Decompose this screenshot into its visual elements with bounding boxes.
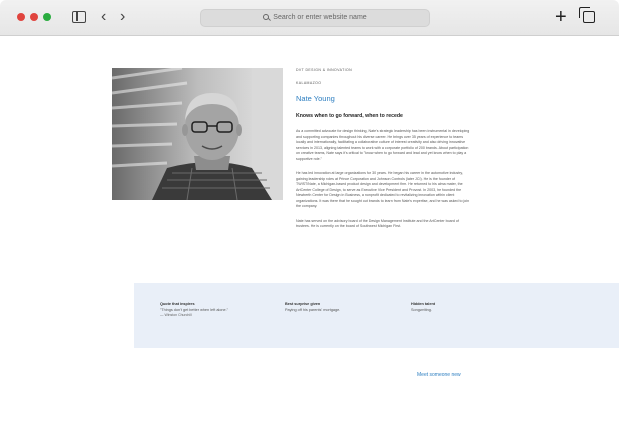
minimize-window-button[interactable] — [30, 13, 38, 21]
portrait-illustration — [112, 68, 283, 200]
company-label: DVT DESIGN & INNOVATION — [296, 68, 353, 72]
tab-overview-button[interactable] — [583, 11, 595, 23]
search-icon — [263, 14, 269, 20]
close-window-button[interactable] — [17, 13, 25, 21]
back-button[interactable]: ‹ — [101, 8, 107, 25]
fact-talent — [411, 302, 521, 313]
fact-surprise — [285, 302, 395, 313]
bio-paragraph-3: Nate has served on the advisory board of the Design Management Institute and the ArtCenter board of trustees. He is currently on the board of Southwest Michigan First. — [296, 218, 459, 228]
fact-value: "Things don't get better when left alone." — [160, 308, 229, 312]
profile-headline: Knows when to go forward, when to recede — [296, 113, 403, 119]
facts-band — [134, 283, 619, 348]
fact-title: Hidden talent — [411, 302, 436, 306]
bio-paragraph-1: As a committed advocate for design thinking, Nate's strategic leadership has been instrumental in developing and supporting companies throughout his diverse career. He brings over 35 years of experience to teams locally and internationally, facilitating a collaborative culture of interest creativity and also driving innovative services in 2013, aligning talented teams to work with a corporate portfolio of 200 brands. About participation on creative teams, Nate says it's critical to "know when to go forward and lead and yet know when to play a supportive role." — [296, 129, 470, 161]
address-bar[interactable] — [200, 9, 430, 27]
fact-value: Songwriting. — [411, 308, 432, 312]
fact-author: — Winston Churchill — [160, 313, 192, 317]
maximize-window-button[interactable] — [43, 13, 51, 21]
sidebar-toggle-icon[interactable] — [72, 11, 86, 23]
profile-photo — [112, 68, 283, 200]
fact-title: Quote that inspires — [160, 302, 195, 306]
profile-content — [296, 68, 471, 230]
address-bar-placeholder: Search or enter website name — [273, 14, 367, 21]
browser-toolbar — [0, 0, 619, 36]
forward-button[interactable]: › — [120, 8, 126, 25]
fact-title: Best surprise given — [285, 302, 321, 306]
bio-paragraph-2: He has led innovation at large organizations for 30 years. He began his career in the automotive industry, gaining leadership roles at Prince Corporation and Johnson Controls (later JCI). He is the founder of TWIST/Nate, a Michigan-based product design and development firm. He returned to his alma mater, the ArtCenter College of Design, to serve as Executive Vice President and Provost. In 2003, he founded the Newberth Center for Design in Business, a nonprofit dedicated to revitalizing innovation within client organizations. It was there that he sought out brands to learn from Nate's expertise, and he was asked to join the company. — [296, 171, 470, 208]
fact-value: Paying off his parents' mortgage. — [285, 308, 341, 312]
location-label: KALAMAZOO — [296, 81, 322, 85]
meet-someone-new-link[interactable]: Meet someone new — [417, 372, 461, 378]
profile-name: Nate Young — [296, 94, 335, 103]
new-tab-button[interactable]: + — [555, 6, 567, 28]
fact-quote — [160, 302, 270, 318]
